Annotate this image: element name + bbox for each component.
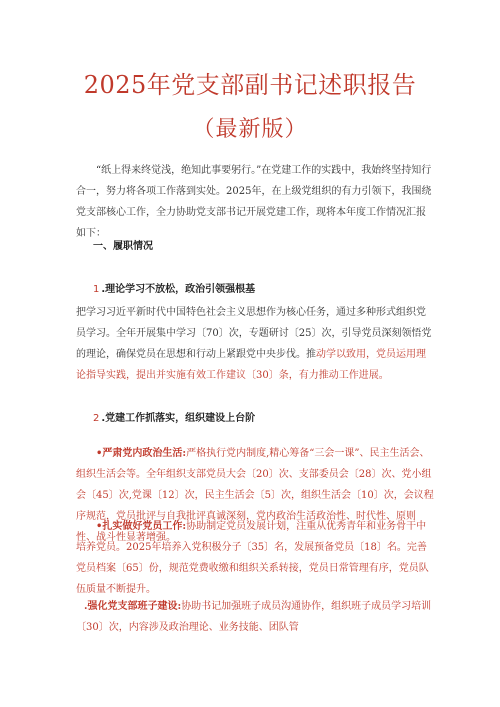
document-subtitle: （最新版） [192,117,308,142]
subsection-heading-1 [93,280,255,295]
subsection-number: 1 [93,284,100,295]
subsection-number: 2 [93,413,100,424]
item-text: 严格执行党内制度,精心筹备“三会一课”、民主生活会、组织生活会等。全年组织支部党员大会〔20〕次、支部委员会〔28〕次、党小组会〔45〕次,党课〔12〕次，民主生活会〔5〕次，组织生活会〔10〕次，会议程序规范，党员批评与自我批评真诚深刻，党内政治生活政治性、时代性、原则性、战斗性显著增强。 [76,448,434,543]
item-label: .强化党支部班子建设: [84,601,182,612]
intro-paragraph: “纸上得来终觉浅，绝知此事要躬行。”在党建工作的实践中，我始终坚持知行合一，努力将各项工作落到实处。2025年，在上级党组织的有力引领下，我围绕党支部核心工作，全力协助党支部书记开展党建工作，现将本年度工作情况汇报如下： [76,165,432,239]
branch-team-paragraph [76,596,434,638]
subsection-heading-2 [93,409,255,424]
document-title: 2025年党支部副书记述职报告 [83,71,417,99]
item-label: •扎实做好党员工作: [96,521,187,532]
subsection-heading-text: .党建工作抓落实，组织建设上台阶 [101,413,256,424]
item-text: 协助制定党员发展计划，注重从优秀青年和业务骨干中培养党员。2025年培养入党积极分子〔35〕名，发展预备党员〔18〕名。完善党员档案〔65〕份，规范党费收缴和组织关系转接，党员日常管理有序，党员队伍质量不断提升。 [76,521,429,595]
paragraph-highlight-text: 动学以致用，党员运用理论指导实践，提出并实施有效工作建议〔30〕条，有力推动工作进展。 [76,349,426,381]
item-label: •严肃党内政治生活: [96,448,187,459]
paragraph-text: 把学习习近平新时代中国特色社会主义思想作为核心任务，通过多种形式组织党员学习。全年开展集中学习〔70〕次，专题研讨〔25〕次，引导党员深刻领悟党的理论，确保党员在思想和行动上紧跟党中央步伐。推 [76,307,432,360]
theory-study-paragraph [76,302,434,386]
subsection-heading-text: .理论学习不放松，政治引领强根基 [101,284,256,295]
item-text: 协助书记加强班子成员沟通协作，组织班子成员学习培训〔30〕次，内容涉及政治理论、业务技能、团队管 [76,601,432,633]
party-member-work-paragraph [76,516,434,600]
section-heading-performance: 一、履职情况 [93,241,153,252]
